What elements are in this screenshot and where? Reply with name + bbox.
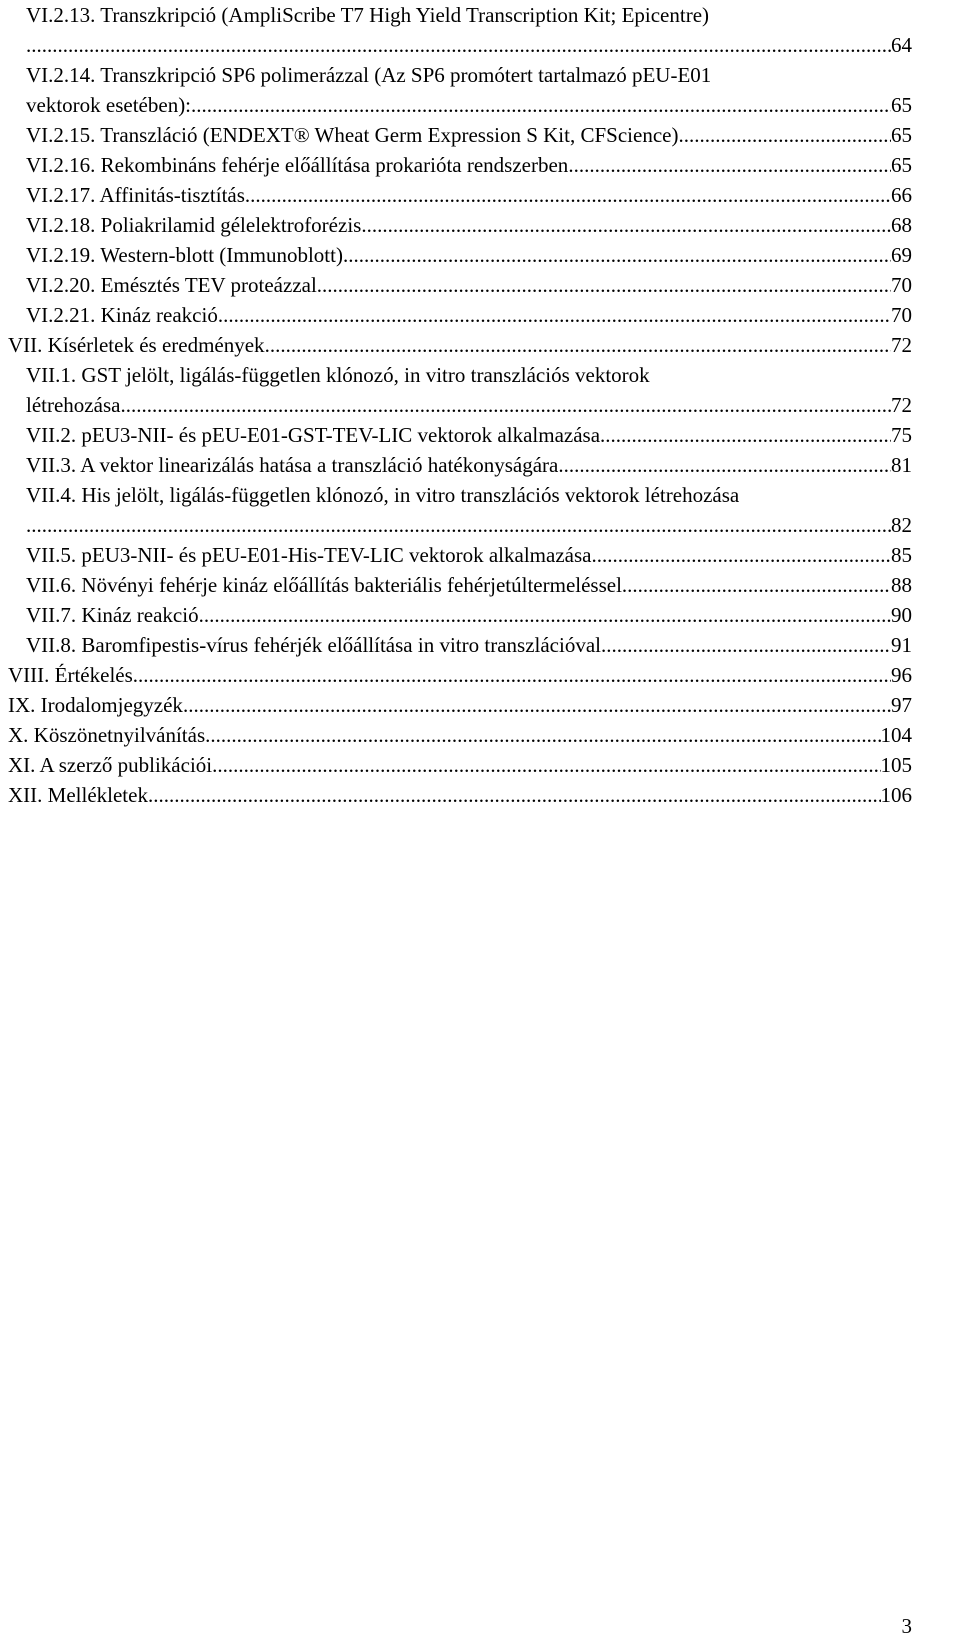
toc-entry-page: 105 [880, 753, 912, 777]
toc-entry[interactable] [8, 0, 912, 60]
toc-entry-page: 65 [891, 93, 912, 117]
toc-entry-page: 88 [891, 573, 912, 597]
toc-entry-page: 97 [891, 693, 912, 717]
toc-entry-leader-row [26, 240, 912, 270]
toc-entry[interactable] [8, 210, 912, 240]
toc-entry-label: VII.8. Baromfipestis-vírus fehérjék előállítása in vitro transzlációval [26, 633, 601, 657]
toc-entry-leader-row [26, 570, 912, 600]
toc-entry-page: 104 [880, 723, 912, 747]
toc-entry-label: VII.6. Növényi fehérje kináz előállítás bakteriális fehérjetúltermeléssel [26, 573, 622, 597]
toc-entry-label: VII.5. pEU3-NII- és pEU-E01-His-TEV-LIC vektorok alkalmazása [26, 543, 592, 567]
toc-entry-label: XII. Mellékletek [8, 783, 148, 807]
toc-entry[interactable] [8, 270, 912, 300]
toc-entry-page: 68 [891, 213, 912, 237]
toc-entry[interactable] [8, 630, 912, 660]
toc-entry-label: létrehozása [26, 393, 121, 417]
toc-entry[interactable] [8, 330, 912, 360]
dot-leader [601, 630, 891, 660]
toc-entry-page: 65 [891, 153, 912, 177]
toc-entry-page: 72 [891, 393, 912, 417]
toc-entry-label: VIII. Értékelés [8, 663, 133, 687]
toc-entry[interactable] [8, 750, 912, 780]
dot-leader [678, 120, 891, 150]
toc-entry-leader-row [26, 150, 912, 180]
toc-entry-page: 81 [891, 453, 912, 477]
dot-leader [343, 240, 891, 270]
toc-entry-leader-row [26, 300, 912, 330]
toc-entry-page: 72 [891, 333, 912, 357]
toc-entry[interactable] [8, 450, 912, 480]
toc-entry-title-line: VII.4. His jelölt, ligálás-független klónozó, in vitro transzlációs vektorok létrehozása [26, 483, 740, 507]
toc-entry-label: VI.2.15. Transzláció (ENDEXT® Wheat Germ Expression S Kit, CFScience) [26, 123, 679, 147]
toc-entry-leader-row [26, 90, 912, 120]
toc-entry-leader-row [26, 510, 912, 540]
toc-entry-label: VI.2.16. Rekombináns fehérje előállítása prokarióta rendszerben [26, 153, 569, 177]
dot-leader [148, 780, 881, 810]
toc-entry-title-line: VI.2.14. Transzkripció SP6 polimerázzal (Az SP6 promótert tartalmazó pEU-E01 [26, 63, 712, 87]
toc-entry-leader-row [8, 780, 912, 810]
dot-leader [317, 270, 891, 300]
toc-entry-leader-row [26, 450, 912, 480]
toc-entry-leader-row [8, 720, 912, 750]
toc-entry-label: IX. Irodalomjegyzék [8, 693, 183, 717]
dot-leader [120, 390, 891, 420]
toc-entry-label: VII.2. pEU3-NII- és pEU-E01-GST-TEV-LIC vektorok alkalmazása [26, 423, 601, 447]
toc-entry-label: VII.7. Kináz reakció [26, 603, 199, 627]
dot-leader [361, 210, 891, 240]
toc-entry-leader-row [26, 210, 912, 240]
toc-entry-label: VI.2.20. Emésztés TEV proteázzal [26, 273, 317, 297]
toc-entry[interactable] [8, 600, 912, 630]
dot-leader [212, 750, 880, 780]
toc-entry-leader-row [26, 630, 912, 660]
toc-entry-leader-row [26, 270, 912, 300]
toc-entry[interactable] [8, 360, 912, 420]
dot-leader [26, 30, 891, 60]
toc-entry[interactable] [8, 150, 912, 180]
toc-entry-leader-row [8, 750, 912, 780]
dot-leader [205, 720, 880, 750]
toc-entry-label: vektorok esetében): [26, 93, 192, 117]
toc-entry[interactable] [8, 720, 912, 750]
dot-leader [622, 570, 891, 600]
toc-entry-label: VI.2.17. Affinitás-tisztítás [26, 183, 245, 207]
toc-entry-leader-row [26, 420, 912, 450]
dot-leader [265, 330, 891, 360]
toc-entry[interactable] [8, 570, 912, 600]
toc-entry-page: 64 [891, 33, 912, 57]
toc-entry-leader-row [26, 120, 912, 150]
toc-entry-page: 90 [891, 603, 912, 627]
dot-leader [133, 660, 891, 690]
toc-entry[interactable] [8, 540, 912, 570]
dot-leader [183, 690, 891, 720]
toc-entry-page: 82 [891, 513, 912, 537]
toc-entry-page: 65 [891, 123, 912, 147]
dot-leader [218, 300, 891, 330]
toc-entry-label: VI.2.19. Western-blott (Immunoblott) [26, 243, 343, 267]
toc-entry-label: VII. Kísérletek és eredmények [8, 333, 265, 357]
toc-entry-leader-row [8, 660, 912, 690]
toc-entry-page: 66 [891, 183, 912, 207]
toc-entry[interactable] [8, 180, 912, 210]
toc-entry-page: 75 [891, 423, 912, 447]
toc-entry-leader-row [26, 180, 912, 210]
dot-leader [568, 150, 891, 180]
table-of-contents [8, 0, 912, 810]
toc-entry-page: 70 [891, 273, 912, 297]
toc-entry-page: 106 [880, 783, 912, 807]
dot-leader [591, 540, 891, 570]
toc-entry[interactable] [8, 420, 912, 450]
toc-entry-label: X. Köszönetnyilvánítás [8, 723, 206, 747]
dot-leader [199, 600, 891, 630]
dot-leader [558, 450, 891, 480]
toc-entry[interactable] [8, 660, 912, 690]
toc-entry-leader-row [26, 390, 912, 420]
toc-entry[interactable] [8, 120, 912, 150]
toc-entry-page: 85 [891, 543, 912, 567]
toc-entry[interactable] [8, 240, 912, 270]
toc-entry-label: XI. A szerző publikációi [8, 753, 213, 777]
toc-entry-page: 91 [891, 633, 912, 657]
dot-leader [26, 510, 891, 540]
dot-leader [191, 90, 891, 120]
toc-entry[interactable] [8, 480, 912, 540]
toc-entry-page: 96 [891, 663, 912, 687]
toc-entry-leader-row [8, 690, 912, 720]
dot-leader [600, 420, 891, 450]
toc-entry-title-line: VII.1. GST jelölt, ligálás-független klónozó, in vitro transzlációs vektorok [26, 363, 650, 387]
toc-entry-leader-row [26, 30, 912, 60]
toc-entry-page: 69 [891, 243, 912, 267]
toc-entry-leader-row [26, 600, 912, 630]
toc-entry-leader-row [8, 330, 912, 360]
page-number: 3 [901, 1614, 912, 1638]
toc-entry[interactable] [8, 60, 912, 120]
toc-entry[interactable] [8, 780, 912, 810]
toc-entry-label: VI.2.18. Poliakrilamid gélelektroforézis [26, 213, 362, 237]
dot-leader [245, 180, 891, 210]
toc-entry[interactable] [8, 690, 912, 720]
toc-entry-title-line: VI.2.13. Transzkripció (AmpliScribe T7 High Yield Transcription Kit; Epicentre) [26, 3, 710, 27]
toc-entry-label: VII.3. A vektor linearizálás hatása a transzláció hatékonyságára [26, 453, 559, 477]
toc-entry-page: 70 [891, 303, 912, 327]
toc-entry-label: VI.2.21. Kináz reakció [26, 303, 218, 327]
toc-entry-leader-row [26, 540, 912, 570]
toc-entry[interactable] [8, 300, 912, 330]
